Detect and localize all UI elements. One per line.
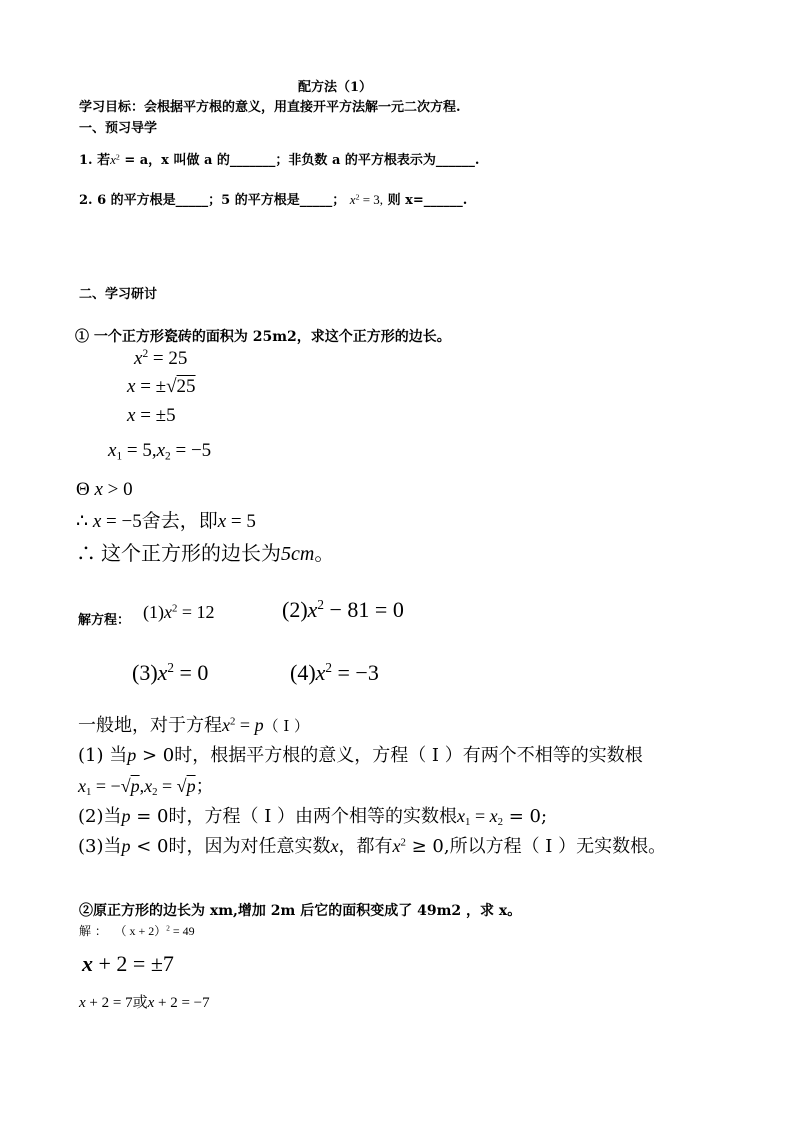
equation-4: $(4)x^2 = -3$ [290, 660, 379, 685]
q2-text-a: 2. 6 的平方根是_____；5 的平方根是_____； [79, 193, 346, 208]
section1-heading: 一、预习导学 [79, 121, 158, 136]
q2-text-b: 则 x=______. [383, 193, 468, 208]
ex2-step-1: x + 2 = ±7 [82, 951, 174, 976]
q2-exp: 2 [355, 192, 360, 202]
q1-text: = a，x 叫做 a 的_______；非负数 a 的平方根表示为______. [119, 153, 480, 168]
case-2: (2)当p = 0时，方程（ I ）由两个相等的实数根$x_1 = x_2 = 0$; [78, 806, 548, 829]
general-intro: 一般地，对于方程$x^2 = p$（ I ） [78, 715, 310, 736]
case-3: (3)当p < 0时，因为对任意实数x，都有$x^2 \ge 0$,所以方程（ I ）无实数根。 [78, 836, 667, 857]
ex2-step-2: x + 2 = 7或x + 2 = −7 [79, 995, 210, 1011]
section2-heading: 二、学习研讨 [79, 287, 158, 302]
equation-2: $(2)x^2 - 81 = 0$ [282, 597, 404, 622]
case-1: (1) 当p > 0时，根据平方根的意义，方程（ I ）有两个不相等的实数根 [78, 745, 643, 766]
example-2-prompt: ②原正方形的边长为 xm,增加 2m 后它的面积变成了 49m2 ，求 x。 [79, 903, 522, 919]
ex1-conclusion: ∴ 这个正方形的边长为5cm。 [76, 543, 335, 565]
ex1-step-6: ∴ x = −5舍去，即x = 5 [76, 511, 256, 532]
question-1 [79, 153, 479, 167]
q1-var: x [110, 152, 116, 167]
page-title: 配方法（1） [298, 80, 373, 95]
ex1-step-2: x = ±√25 [127, 376, 196, 397]
equation-1: $(1)x^2 = 12$ [143, 602, 215, 622]
ex1-step-3: x = ±5 [127, 405, 176, 426]
q1-exp: 2 [115, 152, 120, 162]
example-1-prompt: ① 一个正方形瓷砖的面积为 25m2，求这个正方形的边长。 [75, 329, 451, 345]
q1-number: 1. [79, 153, 93, 168]
ex1-step-5: Θ x > 0 [76, 479, 133, 500]
ex2-solution-setup: 解 ： （ x + 2）$^2$ = 49 [79, 924, 195, 938]
question-2 [79, 193, 467, 207]
solve-label: 解方程： [78, 613, 131, 628]
q1-prefix: 若 [97, 153, 111, 168]
case-1-roots: $x_1 = -√p,x_2 = √p$； [78, 776, 214, 799]
learning-objective: 学习目标：会根据平方根的意义，用直接开平方法解一元二次方程. [79, 100, 461, 115]
q2-var: x [349, 192, 356, 207]
ex1-step-1: $x^2 = 25$ [134, 348, 188, 369]
equation-3: $(3)x^2 = 0$ [132, 660, 209, 685]
q2-eq: = 3, [359, 192, 384, 207]
ex1-step-4: $x_1 = 5,x_2 = -5$ [108, 440, 212, 463]
